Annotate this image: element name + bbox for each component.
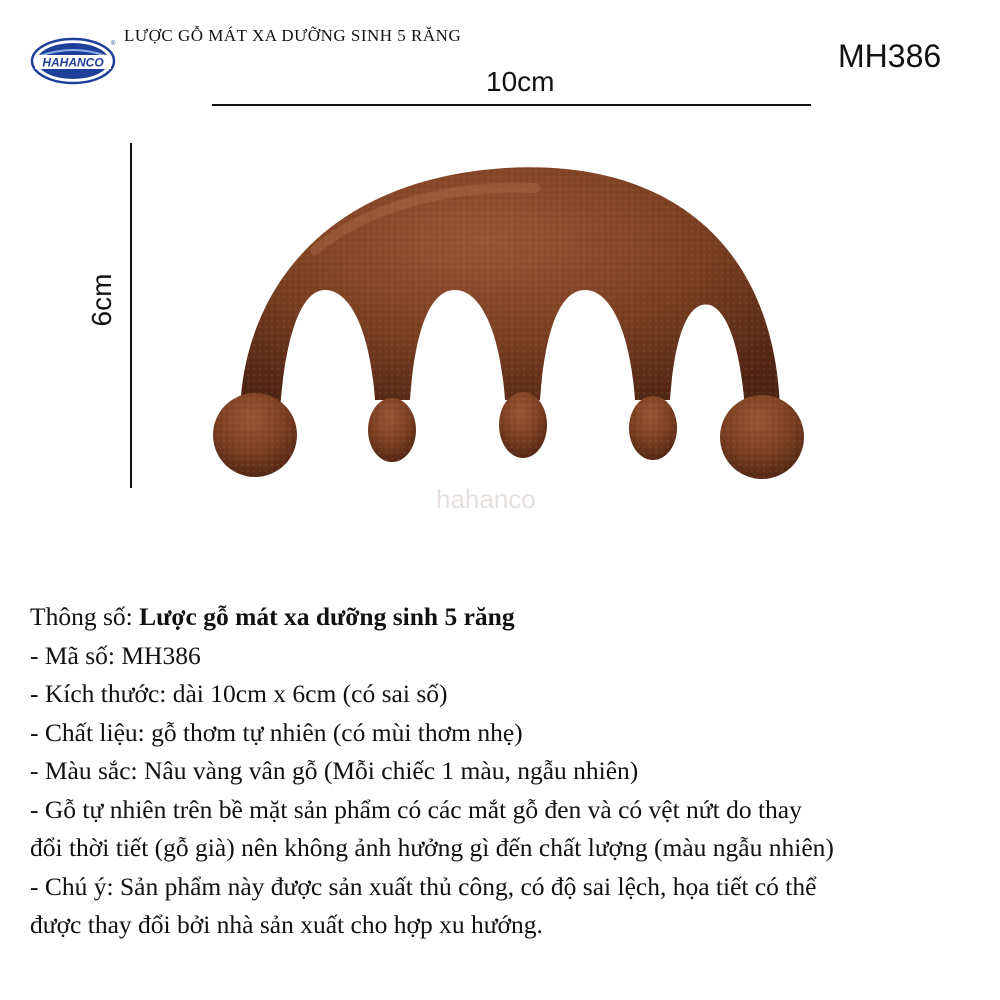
spec-intro-label: Thông số: [30,602,140,631]
product-code: MH386 [838,38,942,74]
svg-text:®: ® [111,41,116,47]
wooden-comb-image [205,140,815,490]
spec-intro [30,598,995,637]
spec-line: được thay đổi bởi nhà sản xuất cho hợp xu hướng. [30,910,543,939]
width-dimension-label: 10cm [486,66,555,97]
spec-line: - Chú ý: Sản phẩm này được sản xuất thủ công, có độ sai lệch, họa tiết có thể [30,871,817,901]
product-specifications [30,598,995,945]
height-dimension-line [130,143,132,488]
spec-line: - Kích thước: dài 10cm x 6cm (có sai số) [30,679,448,708]
svg-text:HAHANCO: HAHANCO [42,55,104,70]
spec-line: - Gỗ tự nhiên trên bề mặt sản phẩm có các mắt gỗ đen và có vệt nứt do thay [30,794,802,824]
spec-line: - Màu sắc: Nâu vàng vân gỗ (Mỗi chiếc 1 màu, ngẫu nhiên) [30,756,639,785]
spec-line: - Mã số: MH386 [30,640,201,670]
hahanco-logo [30,36,116,86]
width-dimension-line [212,104,811,106]
height-dimension-label: 6cm [86,273,117,327]
spec-line: đổi thời tiết (gỗ già) nên không ảnh hưởng gì đến chất lượng (màu ngẫu nhiên) [30,833,834,862]
product-title-header: LƯỢC GỖ MÁT XA DƯỠNG SINH 5 RĂNG [124,26,462,45]
spec-line: - Chất liệu: gỗ thơm tự nhiên (có mùi thơm nhẹ) [30,717,523,747]
spec-intro-value: Lược gỗ mát xa dưỡng sinh 5 răng [139,602,515,631]
watermark: hahanco [436,484,536,514]
